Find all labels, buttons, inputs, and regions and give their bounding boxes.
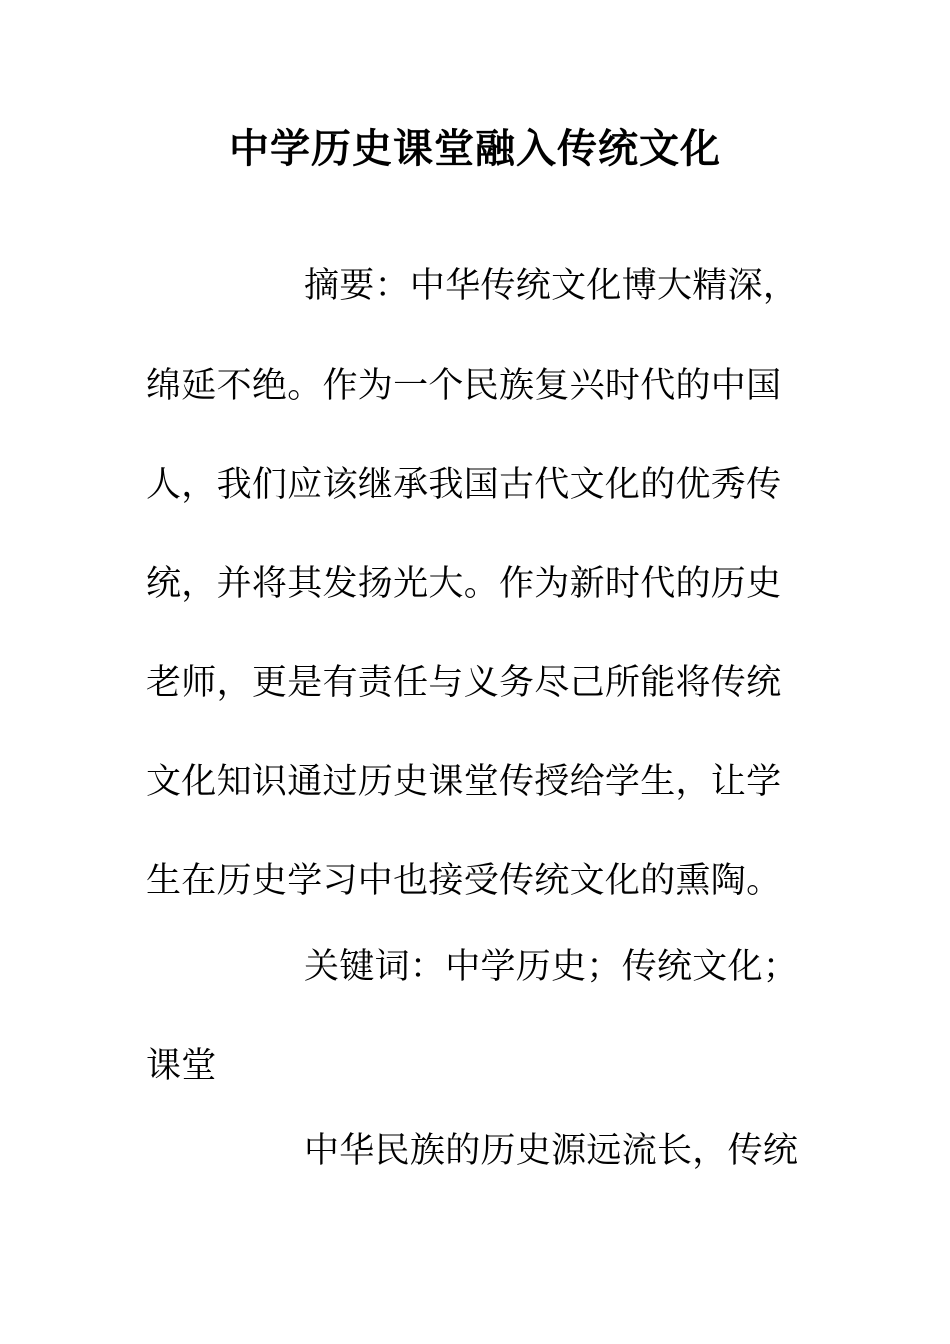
document-title: 中学历史课堂融入传统文化 bbox=[229, 125, 721, 172]
abstract-line: 人，我们应该继承我国古代文化的优秀传 bbox=[146, 465, 782, 505]
abstract-line: 老师，更是有责任与义务尽己所能将传统 bbox=[146, 663, 782, 703]
abstract-line: 生在历史学习中也接受传统文化的熏陶。 bbox=[146, 861, 782, 901]
abstract-line: 统，并将其发扬光大。作为新时代的历史 bbox=[146, 564, 782, 604]
abstract-line: 绵延不绝。作为一个民族复兴时代的中国 bbox=[146, 366, 782, 406]
keywords-line: 课堂 bbox=[146, 1046, 217, 1086]
keywords-line: 关键词：中学历史；传统文化； bbox=[304, 947, 799, 987]
abstract-line: 摘要：中华传统文化博大精深， bbox=[304, 266, 799, 306]
body-paragraph-line: 中华民族的历史源远流长，传统 bbox=[304, 1131, 799, 1171]
abstract-line: 文化知识通过历史课堂传授给学生，让学 bbox=[146, 762, 782, 802]
